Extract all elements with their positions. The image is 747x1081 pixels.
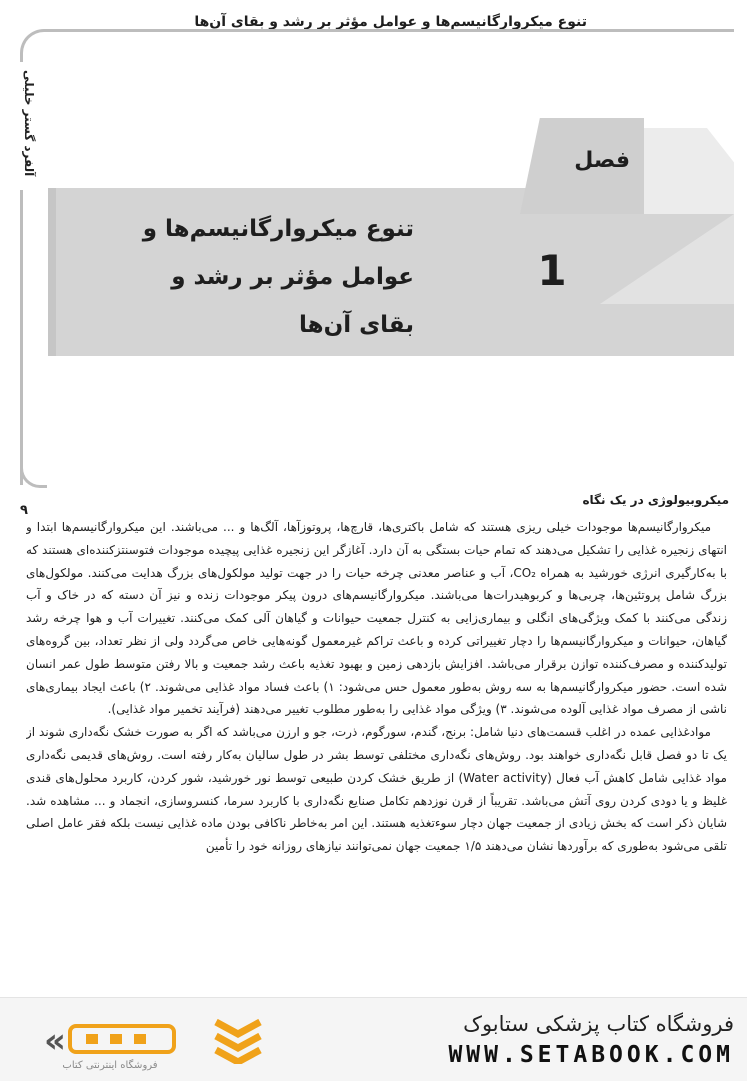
- store-url[interactable]: WWW.SETABOOK.COM: [448, 1042, 734, 1068]
- chapter-number: 1: [537, 246, 567, 295]
- running-header: تنوع میکروارگانیسم‌ها و عوامل مؤثر بر رشد و بقای آن‌ها: [194, 14, 587, 30]
- banner-edge: [48, 188, 56, 356]
- paragraph: موادغذایی عمده در اغلب قسمت‌های دنیا شامل: برنج، گندم، سورگوم، ذرت، جو و ارزن می‌باشد که اگر به صورت خشک نگه‌داری شوند از یک تا دو فصل قابل نگه‌داری خواهند بود. روش‌های نگه‌داری مختلفی توسط بشر در طول سالیان به‌کار رفته است. روش‌های قدیمی نگه‌داری مواد غذایی شامل کاهش آب فعال (Water activity) از طریق خشک کردن طبیعی توسط نور خورشید، شور کردن، کاربرد محلول‌های قندی غلیظ و یا دودی کردن روی آتش می‌باشد. تقریباً از قرن نوزدهم تکامل صنایع نگه‌داری با کاربرد سرما، کنسروسازی، انجماد و ... مشاهده شد. شایان ذکر است که بخش زیادی از جمعیت جهان دچار سوءتغذیه هستند. این امر به‌خاطر ناکافی بودن ماده غذایی نیست بلکه فقر عامل اصلی تلقی می‌شود به‌طوری که برآوردها نشان می‌دهند ۱/۵ جمعیت جهان نمی‌توانند نیازهای روزانه خود را تأمین: [26, 725, 727, 854]
- page-number: ۹: [20, 503, 28, 518]
- section-heading: میکروبیولوژی در یک نگاه: [582, 493, 729, 507]
- chapter-title-line-2: عوامل مؤثر بر رشد و بقای آن‌ها: [171, 264, 414, 338]
- paragraph: میکروارگانیسم‌ها موجودات خیلی ریزی هستند که شامل باکتری‌ها، قارچ‌ها، پروتوزآها، آلگ‌ها و ... می‌باشند. این میکروارگانیسم‌ها ابتدا و انتهای زنجیره غذایی را تشکیل می‌دهند که تمام حیات بستگی به آن دارد. آغازگر این زنجیره غذایی پیچیده موجودات فتوسنتزکننده‌ای هستند که با به‌کارگیری انرژی خورشید به همراه CO₂، آب و عناصر معدنی چرخه حیات را در جهت تولید مولکول‌های بزرگ هدایت می‌کنند. مولکول‌های بزرگ شامل پروتئین‌ها، چربی‌ها و کربوهیدرات‌ها می‌باشند. میکروارگانیسم‌های درون پیکر موجودات زنده و نیز آن دسته که در خاک و آب زندگی می‌کنند با کمک ویژگی‌های انگلی و بیماری‌زایی به کنترل جمعیت حیوانات و گیاهان آلی کمک می‌کنند. تغییرات آب و هوا چرخه رشد گیاهان، حیوانات و میکروارگانیسم‌ها را دچار تغییراتی کرده و باعث تراکم غیرمعمول گونه‌هایی خاص می‌گردد ولی از نظر تعداد، بین گروه‌های تولیدکننده و مصرف‌کننده توازن برقرار می‌باشد. افزایش بازدهی زمین و بهبود تغذیه باعث رشد جمعیت و بالا رفتن متوسط طول عمر انسان شده است. حضور میکروارگانیسم‌ها به سه روش به‌طور معمول حس می‌شود: ۱) باعث فساد مواد غذایی می‌شوند. ۲) باعث ایجاد بیماری‌های ناشی از مصرف مواد غذایی آلوده می‌شوند. ۳) ویژگی مواد غذایی را به‌طور مطلوب تغییر می‌دهند (فرآیند تخمیر مواد غذایی).: [26, 520, 727, 717]
- logo-tagline: فروشگاه اینترنتی کتاب: [62, 1060, 158, 1071]
- header-rule: [44, 29, 734, 32]
- chevron-logo-icon: [212, 1016, 264, 1064]
- frame-side-rule: [20, 190, 23, 485]
- body-text: [26, 516, 727, 976]
- tab-highlight: [644, 128, 734, 214]
- chapter-label: فصل: [574, 148, 630, 173]
- chapter-title-line-1: تنوع میکروارگانیسم‌ها و: [142, 216, 414, 242]
- side-author: آلفرد گستر خلیلی: [22, 69, 36, 177]
- frame-bottom-curve: [20, 455, 47, 488]
- svg-text:«: «: [44, 1021, 66, 1061]
- chapter-title: [110, 205, 414, 349]
- store-name: فروشگاه کتاب پزشکی ستابوک: [463, 1012, 734, 1036]
- setabook-logo: [34, 1014, 184, 1064]
- setabook-logo-icon: [34, 1014, 184, 1064]
